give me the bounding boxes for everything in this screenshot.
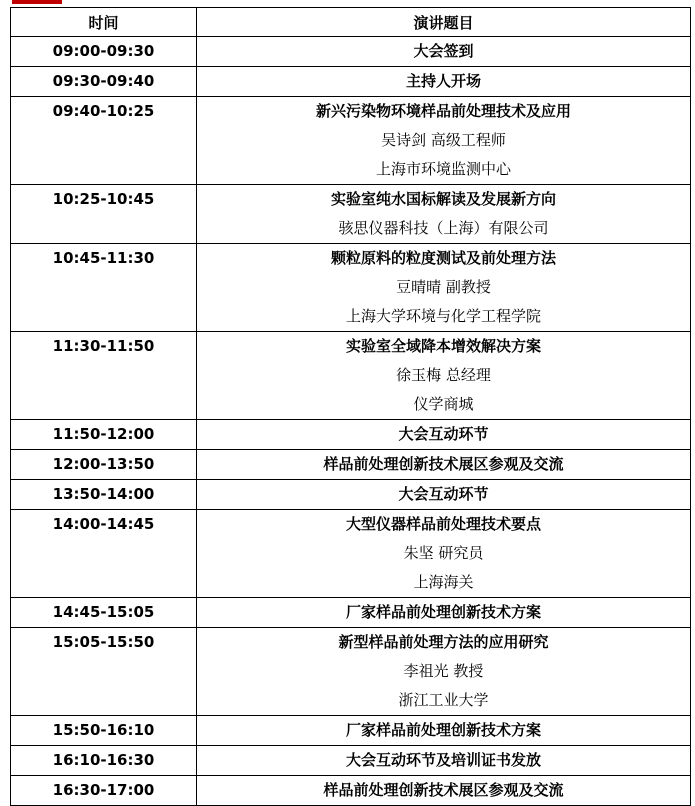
agenda-time-cell — [11, 450, 197, 480]
agenda-time-cell — [11, 598, 197, 628]
agenda-row — [11, 420, 691, 450]
agenda-time-cell — [11, 67, 197, 97]
agenda-title: 主持人开场 — [405, 72, 481, 90]
agenda-row — [11, 746, 691, 776]
agenda-row — [11, 776, 691, 806]
agenda-time-cell — [11, 332, 197, 420]
agenda-time: 14:00-14:45 — [52, 515, 155, 533]
agenda-row — [11, 598, 691, 628]
speaker-name: 吴诗剑 高级工程师 — [381, 131, 506, 149]
agenda-title: 样品前处理创新技术展区参观及交流 — [323, 781, 564, 799]
agenda-row — [11, 480, 691, 510]
agenda-time: 09:30-09:40 — [52, 72, 155, 90]
agenda-title: 大会签到 — [413, 42, 474, 60]
speaker-affiliation: 上海市环境监测中心 — [375, 160, 511, 178]
agenda-topic-cell — [197, 598, 691, 628]
speaker-affiliation: 浙江工业大学 — [398, 691, 489, 709]
agenda-topic-cell — [197, 716, 691, 746]
agenda-topic-cell — [197, 776, 691, 806]
agenda-title: 新兴污染物环境样品前处理技术及应用 — [315, 102, 571, 120]
agenda-row — [11, 510, 691, 598]
agenda-row — [11, 67, 691, 97]
agenda-body — [11, 37, 691, 806]
speaker-affiliation: 骇思仪器科技（上海）有限公司 — [338, 219, 549, 237]
agenda-topic-cell — [197, 510, 691, 598]
header-accent-bar — [12, 0, 62, 4]
speaker-name: 朱坚 研究员 — [403, 544, 484, 562]
agenda-topic-cell — [197, 746, 691, 776]
agenda-time: 10:45-11:30 — [52, 249, 155, 267]
agenda-title: 厂家样品前处理创新技术方案 — [345, 721, 541, 739]
agenda-time-cell — [11, 420, 197, 450]
agenda-title: 样品前处理创新技术展区参观及交流 — [323, 455, 564, 473]
agenda-time-cell — [11, 716, 197, 746]
agenda-time: 16:30-17:00 — [52, 781, 155, 799]
agenda-topic-cell — [197, 480, 691, 510]
agenda-topic-cell — [197, 450, 691, 480]
agenda-time-cell — [11, 185, 197, 244]
agenda-topic-cell — [197, 185, 691, 244]
agenda-time-cell — [11, 480, 197, 510]
agenda-time: 10:25-10:45 — [52, 190, 155, 208]
speaker-affiliation: 上海海关 — [413, 573, 474, 591]
agenda-time: 09:00-09:30 — [52, 42, 155, 60]
agenda-topic-cell — [197, 332, 691, 420]
agenda-title: 厂家样品前处理创新技术方案 — [345, 603, 541, 621]
agenda-time-cell — [11, 776, 197, 806]
agenda-time-cell — [11, 746, 197, 776]
agenda-topic-cell — [197, 628, 691, 716]
agenda-time: 16:10-16:30 — [52, 751, 155, 769]
agenda-title: 实验室纯水国标解读及发展新方向 — [330, 190, 556, 208]
agenda-time-cell — [11, 628, 197, 716]
agenda-time-cell — [11, 510, 197, 598]
agenda-time: 12:00-13:50 — [52, 455, 155, 473]
agenda-time: 11:50-12:00 — [52, 425, 155, 443]
agenda-title: 实验室全域降本增效解决方案 — [345, 337, 541, 355]
agenda-topic-cell — [197, 420, 691, 450]
agenda-topic-cell — [197, 67, 691, 97]
agenda-title: 大会互动环节 — [398, 425, 489, 443]
agenda-title: 大型仪器样品前处理技术要点 — [345, 515, 541, 533]
agenda-row — [11, 628, 691, 716]
agenda-row — [11, 185, 691, 244]
speaker-name: 徐玉梅 总经理 — [396, 366, 491, 384]
speaker-name: 李祖光 教授 — [403, 662, 484, 680]
agenda-title: 颗粒原料的粒度测试及前处理方法 — [330, 249, 556, 267]
time-column-header: 时间 — [11, 8, 197, 37]
agenda-title: 大会互动环节及培训证书发放 — [345, 751, 541, 769]
agenda-time: 13:50-14:00 — [52, 485, 155, 503]
agenda-time-cell — [11, 97, 197, 185]
header-row — [11, 8, 691, 37]
agenda-row — [11, 450, 691, 480]
agenda-row — [11, 37, 691, 67]
agenda-time: 15:05-15:50 — [52, 633, 155, 651]
agenda-row — [11, 244, 691, 332]
speaker-name: 豆晴晴 副教授 — [396, 278, 491, 296]
agenda-time: 11:30-11:50 — [52, 337, 155, 355]
agenda-time-cell — [11, 244, 197, 332]
agenda-time: 09:40-10:25 — [52, 102, 155, 120]
agenda-title: 新型样品前处理方法的应用研究 — [338, 633, 549, 651]
agenda-time: 15:50-16:10 — [52, 721, 155, 739]
agenda-topic-cell — [197, 97, 691, 185]
agenda-time: 14:45-15:05 — [52, 603, 155, 621]
agenda-row — [11, 332, 691, 420]
agenda-row — [11, 716, 691, 746]
speaker-affiliation: 上海大学环境与化学工程学院 — [345, 307, 541, 325]
agenda-topic-cell — [197, 37, 691, 67]
agenda-title: 大会互动环节 — [398, 485, 489, 503]
agenda-row — [11, 97, 691, 185]
agenda-table — [10, 7, 691, 806]
agenda-topic-cell — [197, 244, 691, 332]
speaker-affiliation: 仪学商城 — [413, 395, 474, 413]
agenda-time-cell — [11, 37, 197, 67]
topic-column-header: 演讲题目 — [197, 8, 691, 37]
